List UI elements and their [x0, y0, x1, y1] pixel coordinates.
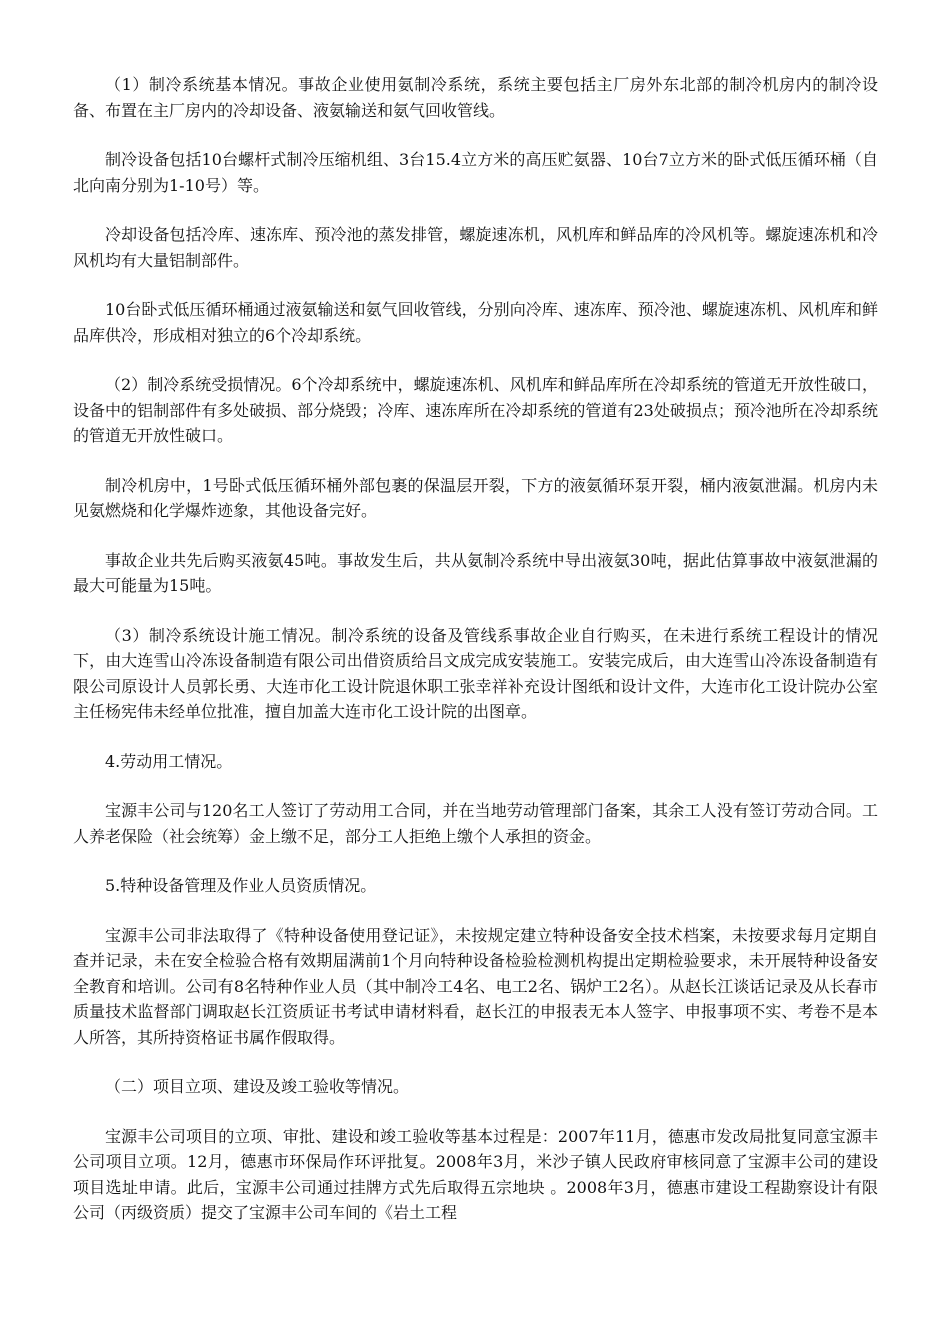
paragraph-system-damage: （2）制冷系统受损情况。6个冷却系统中，螺旋速冻机、风机库和鲜品库所在冷却系统的管道无开放性破口，设备中的铝制部件有多处破损、部分烧毁；冷库、速冻库所在冷却系统的管道有23处破损点；预冷池所在冷却系统的管道无开放性破口。 — [73, 375, 878, 445]
paragraph-refrigeration-equipment: 制冷设备包括10台螺杆式制冷压缩机组、3台15.4立方米的高压贮氨器、10台7立方米的卧式低压循环桶（自北向南分别为1-10号）等。 — [73, 150, 878, 195]
paragraph-cooling-equipment: 冷却设备包括冷库、速冻库、预冷池的蒸发排管，螺旋速冻机，风机库和鲜品库的冷风机等。螺旋速冻机和冷风机均有大量铝制部件。 — [73, 225, 878, 270]
paragraph-refrigeration-overview: （1）制冷系统基本情况。事故企业使用氨制冷系统，系统主要包括主厂房外东北部的制冷机房内的制冷设备、布置在主厂房内的冷却设备、液氨输送和氨气回收管线。 — [73, 75, 878, 120]
section-heading-labor: 4.劳动用工情况。 — [105, 751, 233, 771]
section-heading-project-approval: （二）项目立项、建设及竣工验收等情况。 — [105, 1077, 410, 1096]
paragraph-ammonia-quantity: 事故企业共先后购买液氨45吨。事故发生后，共从氨制冷系统中导出液氨30吨，据此估算事故中液氨泄漏的最大可能量为15吨。 — [73, 550, 878, 595]
paragraph-labor-contracts: 宝源丰公司与120名工人签订了劳动用工合同，并在当地劳动管理部门备案，其余工人没有签订劳动合同。工人养老保险（社会统筹）金上缴不足，部分工人拒绝上缴个人承担的资金。 — [73, 801, 878, 846]
paragraph-cooling-systems: 10台卧式低压循环桶通过液氨输送和氨气回收管线，分别向冷库、速冻库、预冷池、螺旋速冻机、风机库和鲜品库供冷，形成相对独立的6个冷却系统。 — [73, 300, 878, 345]
paragraph-special-equipment: 宝源丰公司非法取得了《特种设备使用登记证》，未按规定建立特种设备安全技术档案，未按要求每月定期自查并记录，未在安全检验合格有效期届满前1个月向特种设备检验检测机构提出定期检验要求，未开展特种设备安全教育和培训。公司有8名特种作业人员（其中制冷工4名、电工2名、锅炉工2名）。从赵长江谈话记录及从长春市质量技术监督部门调取赵长江资质证书考试申请材料看，赵长江的申报表无本人签字、申报事项不实、考卷不是本人所答，其所持资格证书属作假取得。 — [73, 925, 878, 1047]
section-heading-special-equipment: 5.特种设备管理及作业人员资质情况。 — [105, 876, 377, 895]
paragraph-machine-room: 制冷机房中，1号卧式低压循环桶外部包裹的保温层开裂，下方的液氨循环泵开裂，桶内液氨泄漏。机房内未见氨燃烧和化学爆炸迹象，其他设备完好。 — [73, 475, 878, 520]
document-page — [73, 72, 878, 1226]
paragraph-project-approval: 宝源丰公司项目的立项、审批、建设和竣工验收等基本过程是：2007年11月，德惠市发改局批复同意宝源丰公司项目立项。12月，德惠市环保局作环评批复。2008年3月，米沙子镇人民政府审核同意了宝源丰公司的建设项目选址申请。此后，宝源丰公司通过挂牌方式先后取得五宗地块 。2008年3月，德惠市建设工程勘察设计有限公司（丙级资质）提交了宝源丰公司车间的《岩土工程 — [73, 1126, 878, 1222]
paragraph-design-construction: （3）制冷系统设计施工情况。制冷系统的设备及管线系事故企业自行购买，在未进行系统工程设计的情况下，由大连雪山冷冻设备制造有限公司出借资质给吕文成完成安装施工。安装完成后，由大连雪山冷冻设备制造有限公司原设计人员郭长勇、大连市化工设计院退休职工张幸祥补充设计图纸和设计文件，大连市化工设计院办公室主任杨宪伟未经单位批准，擅自加盖大连市化工设计院的出图章。 — [73, 625, 878, 721]
